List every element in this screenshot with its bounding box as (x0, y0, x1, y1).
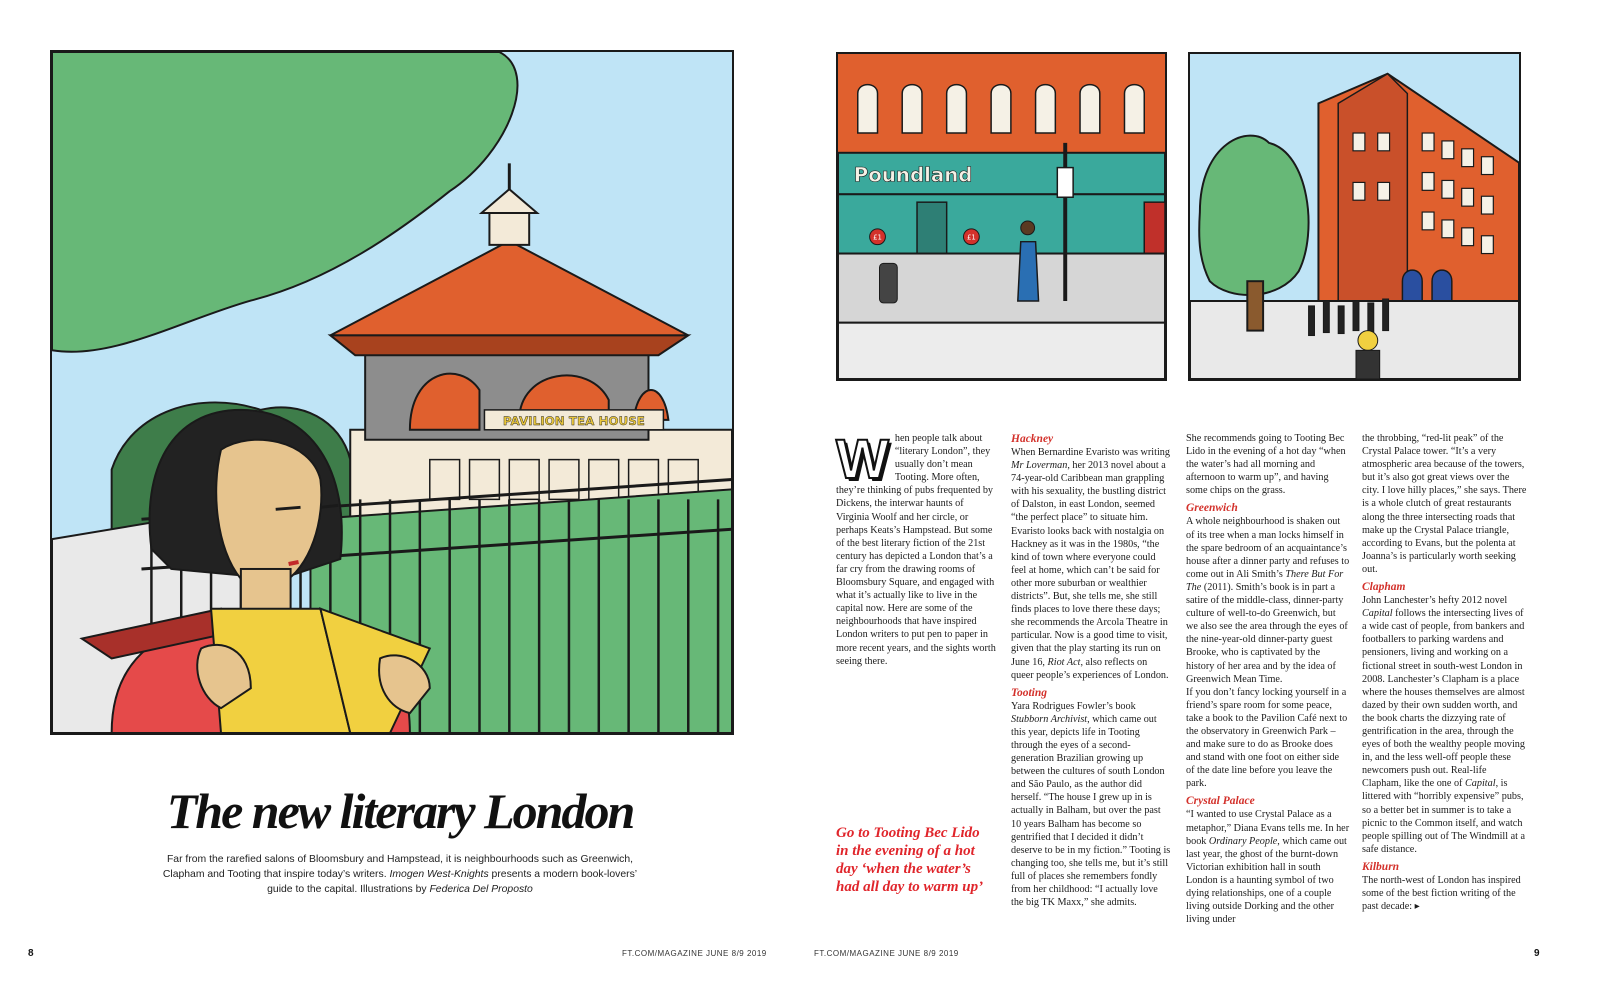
greenwich-text-a: A whole neighbourhood is shaken out of its tree when a man locks himself in the spare bedroom of an acquaintance’s house after a dinner party and refuses to come out in Ali Smith’s (1186, 516, 1350, 580)
poundland-illustration (836, 52, 1167, 381)
section-heading-tooting: Tooting (1011, 686, 1048, 699)
pull-quote: Go to Tooting Bec Lido in the evening of a hot day ‘when the water’s had all day to warm up’ (836, 825, 984, 895)
clapham-text-c: , is littered with “horribly expensive” pubs, so a better bet in summer is to take a picnic to the Common itself, and watch people spilling out of The Windmill at a safe distance. (1362, 778, 1526, 855)
poundland-sign-text: Poundland (853, 163, 973, 187)
greenwich-text-b: (2011). Smith’s book is in part a satire of the middle-class, dinner-party culture of well-to-do Greenwich, but we also see the area through the eyes of the nine-year-old dinner-party guest Brooke, who is captivated by the history of her area and by the idea of Greenwich Mean Time. (1186, 581, 1348, 685)
article-column-1 (836, 427, 996, 668)
footer-right: FT.COM/MAGAZINE JUNE 8/9 2019 (814, 949, 959, 958)
book-title-stubborn-archivist: Stubborn Archivist (1011, 713, 1088, 725)
article-column-3 (1186, 432, 1350, 926)
book-title-mr-loverman: Mr Loverman (1011, 460, 1068, 472)
hackney-text-b: , her 2013 novel about a 74-year-old Caribbean man grappling with his sexuality, the bustling district of Dalston, in east London, seemed “the perfect place” to situate him. Evaristo looks back with nostalgia on Hackney as it was in the 1980s, “the kind of town where everyone could feel at home, which can’t be said for other more suburban or wealthier districts”. But, she tells me, she still finds places to love there these days; she recommends the Arcola Theatre in particular. Now is a good time to visit, given that the play starting its run on June 16, (1011, 460, 1168, 668)
book-title-capital-2: Capital (1464, 778, 1496, 790)
price-badge-1: £1 (873, 233, 882, 242)
article-column-4 (1362, 432, 1527, 913)
crystal-text-b: , which came out last year, the ghost of the burnt-down Victorian exhibition hall in south London is a haunting symbol of two dying relationships, one of a couple living outside Dorking and the other living under (1186, 835, 1347, 926)
kilburn-paragraph: The north-west of London has inspired some of the best fiction writing of the past decade: ▸ (1362, 874, 1521, 913)
pavilion-illustration (50, 50, 734, 735)
tooting-text-b: , which came out this year, depicts life in Tooting through the eyes of a second-generation Brazilian growing up between the cultures of south London and São Paulo, as the author did herself. “The house I grew up in is actually in Balham, but over the past 10 years Balham has become so gentrified that I decided it didn’t deserve to be in my fiction.” Tooting is changing too, she tells me, but it’s still full of places she remembers fondly from her childhood: “I actually love the big TK Maxx,” she admits. (1011, 713, 1171, 909)
article-column-2 (1011, 432, 1171, 909)
intro-paragraph (836, 427, 996, 668)
tooting-text-a: Yara Rodrigues Fowler’s book (1011, 700, 1136, 712)
play-title-riot-act: Riot Act (1047, 656, 1081, 668)
tooting-paragraph (1011, 700, 1171, 910)
book-title-capital: Capital (1362, 608, 1393, 620)
section-heading-kilburn: Kilburn (1362, 860, 1400, 873)
crystal-palace-paragraph-2: the throbbing, “red-lit peak” of the Crystal Palace tower. “It’s a very atmospheric area because of the towers, but it’s also got great views over the city. I love hilly places,” she says. There is a whole clutch of great restaurants along the three intersecting roads that make up the Crystal Palace triangle, according to Evans, but the polenta at Joanna’s is particularly worth seeking out. (1362, 433, 1527, 575)
clapham-paragraph (1362, 594, 1527, 856)
tooting-paragraph-2: She recommends going to Tooting Bec Lido in the evening of a hot day “when the water’s had all morning and afternoon to warm up”, and having some chips on the grass. (1186, 433, 1346, 497)
section-heading-greenwich: Greenwich (1186, 502, 1238, 515)
author-name: Imogen West-Knights (389, 869, 489, 880)
brick-building-illustration (1188, 52, 1521, 381)
greenwich-paragraph (1186, 515, 1350, 685)
clapham-text-b: follows the intersecting lives of a wide cast of people, from bankers and footballers to parking wardens and pensioners, living and working on a fictional street in south-west London in 2008. Lanchester’s Clapham is a place where the houses themselves are almost dazed by their own sudden worth, and the book charts the dizzying rate of gentrification in the area, through the eyes of both the wealthy people moving in, and the less well-off people these newcomers push out. Real-life Clapham, like the one of (1362, 608, 1525, 790)
page-number-right: 9 (1534, 948, 1540, 959)
section-heading-hackney: Hackney (1011, 433, 1054, 445)
book-title-ordinary-people: Ordinary People (1208, 835, 1278, 847)
standfirst-text-2: presents a modern book-lovers’ guide to the capital. Illustrations by (267, 869, 638, 895)
book-title-there-but-for-the: There But For The (1186, 568, 1344, 593)
crystal-palace-paragraph (1186, 808, 1350, 926)
intro-text: hen people talk about “literary London”, they usually don’t mean Tooting. More often, they’re thinking of pubs frequented by Dickens, the interwar haunts of Virginia Woolf and her circle, or perhaps Keats’s Hampstead. But some of the best literary fiction of the 21st century has depicted a London that’s a far cry from the drawing rooms of Bloomsbury Square, and engaged with what it’s actually like to live in the capital now. Here are some of the neighbourhoods that have inspired London writers to put pen to paper in more recent years, and the sights worth seeing there. (836, 433, 996, 667)
clapham-text-a: John Lanchester’s hefty 2012 novel (1362, 595, 1508, 607)
section-heading-crystal-palace: Crystal Palace (1186, 795, 1255, 808)
dropcap: W (836, 427, 889, 490)
standfirst-text: Far from the rarefied salons of Bloomsbury and Hampstead, it is neighbourhoods such as Greenwich, Clapham and Tooting that inspire today’s writers. (162, 854, 634, 880)
hackney-text-c: , also reflects on queer people’s experiences of London. (1011, 656, 1169, 681)
section-heading-clapham: Clapham (1362, 581, 1406, 594)
headline: The new literary London (166, 783, 634, 839)
hackney-text-a: When Bernardine Evaristo was writing (1011, 447, 1170, 458)
footer-left: FT.COM/MAGAZINE JUNE 8/9 2019 (622, 949, 767, 958)
greenwich-paragraph-2: If you don’t fancy locking yourself in a friend’s spare room for some peace, take a book to the Pavilion Café next to the observatory in Greenwich Park – and make sure to do as Brooke does and stand with one foot on either side of the date line before you leave the park. (1186, 686, 1348, 790)
crystal-text-a: “I wanted to use Crystal Palace as a metaphor,” Diana Evans tells me. In her book (1186, 809, 1350, 847)
illustrator-name: Federica Del Proposto (429, 884, 533, 895)
pavilion-sign-text: PAVILION TEA HOUSE (502, 413, 645, 428)
right-page (801, 0, 1600, 992)
hackney-paragraph (1011, 446, 1171, 682)
price-badge-2: £1 (966, 233, 976, 242)
page-number-left: 8 (28, 948, 34, 959)
standfirst (160, 852, 640, 897)
